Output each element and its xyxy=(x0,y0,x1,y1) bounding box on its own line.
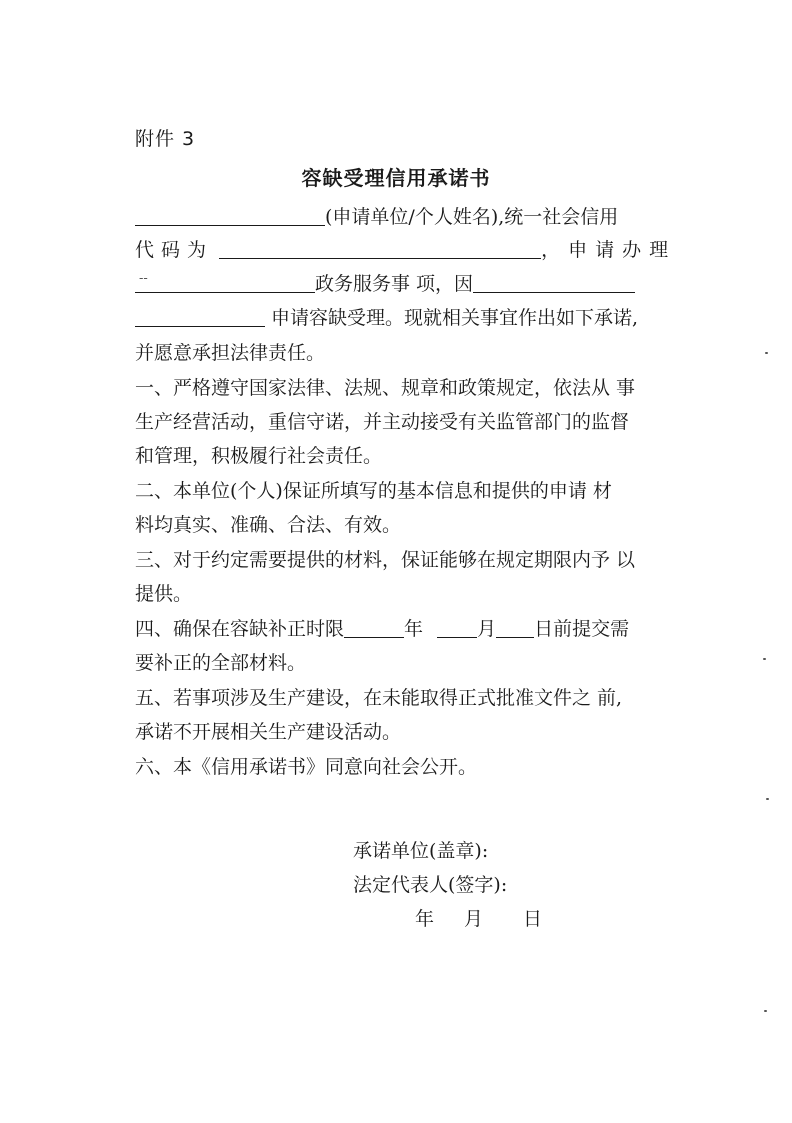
blank-prefix-mark: -- xyxy=(139,271,148,286)
deadline-year-blank[interactable] xyxy=(344,615,404,638)
deadline-month-blank[interactable] xyxy=(437,615,477,638)
reason-blank[interactable] xyxy=(473,270,635,293)
deadline-day-blank[interactable] xyxy=(496,615,534,638)
item-1-line-3: 和管理，积极履行社会责任。 xyxy=(135,445,383,467)
item-4-year: 年 xyxy=(404,618,424,640)
signature-date xyxy=(415,904,542,934)
item-4-line-2: 要补正的全部材料。 xyxy=(135,652,307,674)
reason-blank-cont[interactable] xyxy=(135,304,265,327)
intro-line-2-b: ，申请办理 xyxy=(541,239,677,261)
item-2-line-1: 二、本单位(个人)保证所填写的基本信息和提供的申请 材 xyxy=(135,480,612,502)
item-4-day: 日前提交需 xyxy=(534,618,630,640)
intro-line-2 xyxy=(135,233,677,267)
scan-speck xyxy=(763,658,766,660)
service-item-blank[interactable] xyxy=(135,270,315,293)
signature-month: 月 xyxy=(464,908,484,930)
intro-line-4 xyxy=(135,301,663,335)
item-6-line: 六、本《信用承诺书》同意向社会公开。 xyxy=(135,756,478,778)
scan-speck xyxy=(766,798,769,800)
signature-rep-label: 法定代表人(签字): xyxy=(353,874,508,896)
document-title: 容缺受理信用承诺书 xyxy=(301,166,491,190)
intro-line-4-a: 申请容缺受理。现就相关事宜作出如下承诺, xyxy=(271,307,639,329)
item-1-line-2: 生产经营活动，重信守诺，并主动接受有关监管部门的监督 xyxy=(135,411,630,433)
intro-line-3 xyxy=(135,267,663,301)
scan-speck xyxy=(765,352,768,354)
signature-year: 年 xyxy=(415,908,435,930)
item-4-text-a: 四、确保在容缺补正时限 xyxy=(135,618,345,640)
item-2-line-2: 料均真实、准确、合法、有效。 xyxy=(135,514,402,536)
intro-line-5: 并愿意承担法律责任。 xyxy=(135,342,326,364)
intro-line-2-a: 代码为 xyxy=(135,239,214,261)
applicant-name-blank[interactable] xyxy=(135,203,325,226)
scan-speck xyxy=(764,1010,767,1012)
item-4-line-1 xyxy=(135,612,663,646)
item-5-line-2: 承诺不开展相关生产建设活动。 xyxy=(135,721,402,743)
item-1-line-1: 一、严格遵守国家法律、法规、规章和政策规定，依法从 事 xyxy=(135,377,636,399)
intro-line-1-text: (申请单位/个人姓名),统一社会信用 xyxy=(325,206,619,228)
signature-day: 日 xyxy=(523,908,543,930)
attachment-label: 附件 3 xyxy=(135,128,196,150)
intro-line-3-a: 政务服务事 项，因 xyxy=(315,273,474,295)
item-3-line-1: 三、对于约定需要提供的材料，保证能够在规定期限内予 以 xyxy=(135,549,636,571)
intro-line-1 xyxy=(135,200,663,234)
signature-unit-label: 承诺单位(盖章): xyxy=(353,840,489,862)
item-5-line-1: 五、若事项涉及生产建设，在未能取得正式批准文件之 前, xyxy=(135,687,623,709)
item-3-line-2: 提供。 xyxy=(135,583,193,605)
credit-code-blank[interactable] xyxy=(219,236,541,259)
item-4-month: 月 xyxy=(477,618,497,640)
